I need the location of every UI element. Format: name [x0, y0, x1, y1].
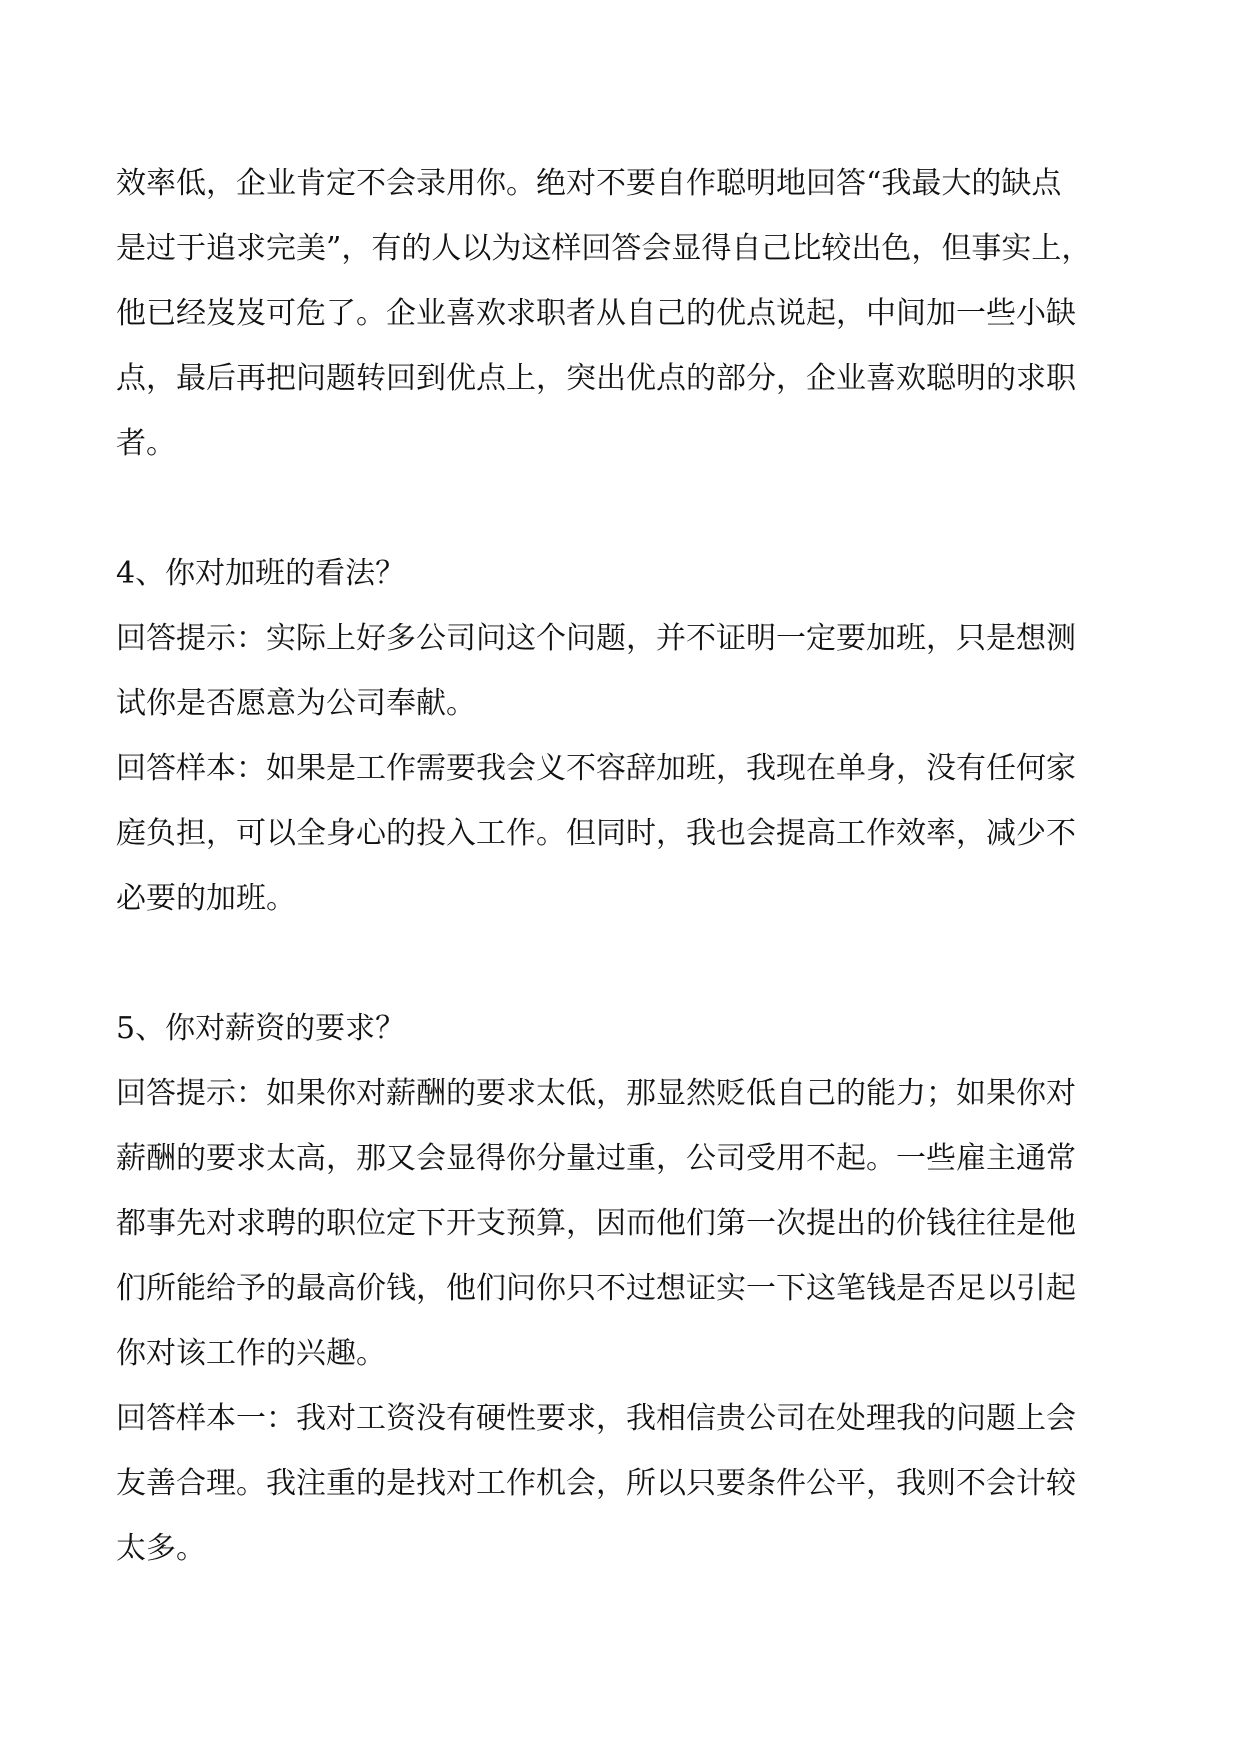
paragraph-line: 都事先对求聘的职位定下开支预算，因而他们第一次提出的价钱往往是他: [116, 1206, 1076, 1241]
paragraph-line: 庭负担，可以全身心的投入工作。但同时，我也会提高工作效率，减少不: [116, 816, 1076, 851]
paragraph-line: 回答样本：如果是工作需要我会义不容辞加班，我现在单身，没有任何家: [116, 751, 1076, 786]
paragraph-line: 回答提示：如果你对薪酬的要求太低，那显然贬低自己的能力；如果你对: [116, 1076, 1076, 1111]
paragraph-line: 试你是否愿意为公司奉献。: [116, 686, 476, 721]
paragraph-line: 回答样本一：我对工资没有硬性要求，我相信贵公司在处理我的问题上会: [116, 1401, 1076, 1436]
paragraph-line: 是过于追求完美”，有的人以为这样回答会显得自己比较出色，但事实上，: [116, 231, 1092, 266]
paragraph-line: 薪酬的要求太高，那又会显得你分量过重，公司受用不起。一些雇主通常: [116, 1141, 1076, 1176]
paragraph-line: 回答提示：实际上好多公司问这个问题，并不证明一定要加班，只是想测: [116, 621, 1076, 656]
paragraph-line: 他已经岌岌可危了。企业喜欢求职者从自己的优点说起，中间加一些小缺: [116, 296, 1076, 331]
question-heading: 4、你对加班的看法？: [116, 556, 406, 591]
paragraph-line: 友善合理。我注重的是找对工作机会，所以只要条件公平，我则不会计较: [116, 1466, 1076, 1501]
paragraph-line: 们所能给予的最高价钱，他们问你只不过想证实一下这笔钱是否足以引起: [116, 1271, 1076, 1306]
paragraph-line: 必要的加班。: [116, 881, 296, 916]
paragraph-line: 你对该工作的兴趣。: [116, 1336, 386, 1371]
paragraph-line: 太多。: [116, 1531, 206, 1566]
paragraph-line: 者。: [116, 426, 176, 461]
paragraph-line: 效率低，企业肯定不会录用你。绝对不要自作聪明地回答“我最大的缺点: [116, 166, 1062, 201]
paragraph-line: 点，最后再把问题转回到优点上，突出优点的部分，企业喜欢聪明的求职: [116, 361, 1076, 396]
question-heading: 5、你对薪资的要求？: [116, 1011, 406, 1046]
